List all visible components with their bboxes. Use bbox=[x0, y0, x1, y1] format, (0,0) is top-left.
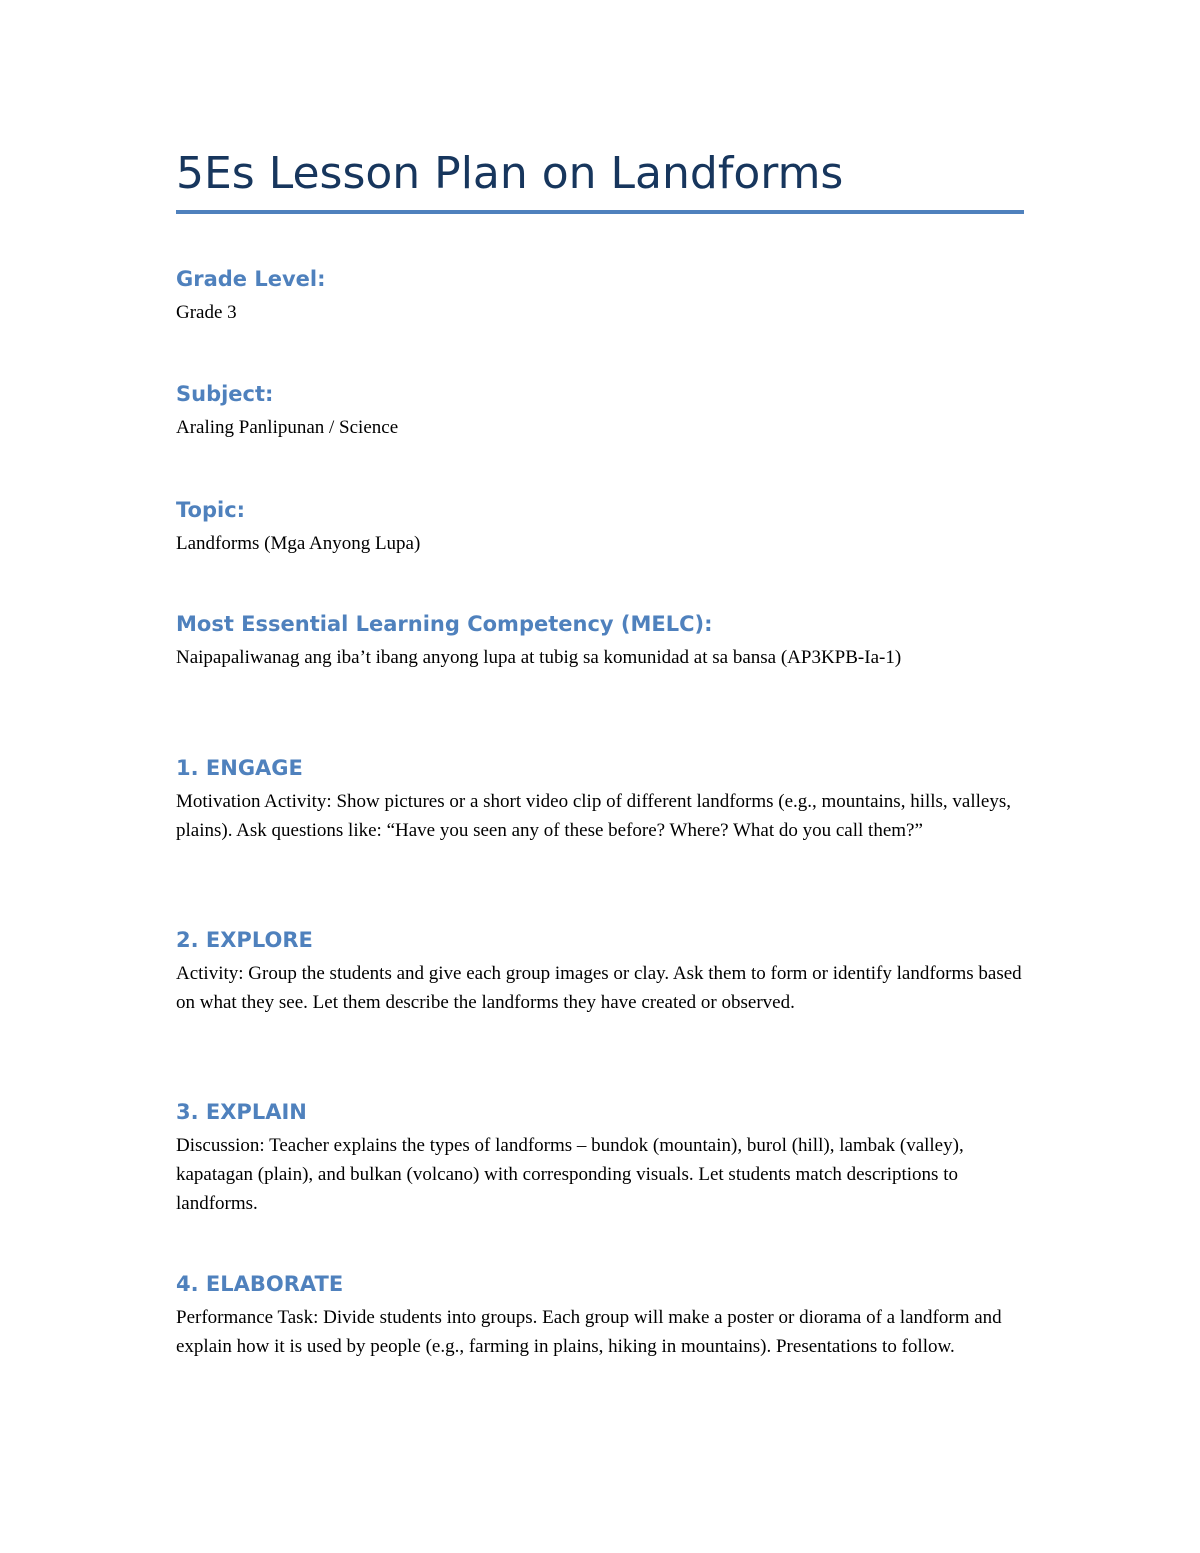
section-text: Naipapaliwanag ang iba’t ibang anyong lupa at tubig sa komunidad at sa bansa (AP3KPB-Ia-1) bbox=[176, 647, 902, 668]
section-heading: Subject: bbox=[176, 382, 274, 406]
section-text: Landforms (Mga Anyong Lupa) bbox=[176, 533, 421, 554]
title-underline bbox=[176, 210, 1024, 214]
section-text: Activity: Group the students and give each group images or clay. Ask them to form or identify landforms based on what they see. Let them describe the landforms they have created or observed. bbox=[176, 963, 1022, 1013]
section-heading: 1. ENGAGE bbox=[176, 756, 303, 780]
section-heading: 4. ELABORATE bbox=[176, 1272, 344, 1296]
document-title: 5Es Lesson Plan on Landforms bbox=[176, 148, 844, 199]
section-heading: Grade Level: bbox=[176, 267, 326, 291]
section-heading: Most Essential Learning Competency (MELC): bbox=[176, 612, 713, 636]
section-grade-level bbox=[176, 266, 1024, 327]
section-elaborate bbox=[176, 1271, 1024, 1361]
section-subject bbox=[176, 381, 1024, 442]
section-text: Motivation Activity: Show pictures or a short video clip of different landforms (e.g., mountains, hills, valleys, plains). Ask questions like: “Have you seen any of these before? Where? What do you call them?” bbox=[176, 791, 1011, 841]
section-explore bbox=[176, 927, 1024, 1017]
section-heading: 3. EXPLAIN bbox=[176, 1100, 307, 1124]
section-melc bbox=[176, 611, 1024, 672]
section-text: Performance Task: Divide students into groups. Each group will make a poster or diorama of a landform and explain how it is used by people (e.g., farming in plains, hiking in mountains). Presentations to follow. bbox=[176, 1307, 1002, 1357]
section-explain bbox=[176, 1099, 1024, 1218]
section-engage bbox=[176, 755, 1024, 845]
section-text: Discussion: Teacher explains the types of landforms – bundok (mountain), burol (hill), lambak (valley), kapatagan (plain), and bulkan (volcano) with corresponding visuals. Let students match descriptions to landforms. bbox=[176, 1135, 964, 1214]
section-topic bbox=[176, 497, 1024, 558]
section-heading: Topic: bbox=[176, 498, 246, 522]
section-text: Grade 3 bbox=[176, 302, 237, 323]
section-text: Araling Panlipunan / Science bbox=[176, 417, 399, 438]
section-heading: 2. EXPLORE bbox=[176, 928, 313, 952]
